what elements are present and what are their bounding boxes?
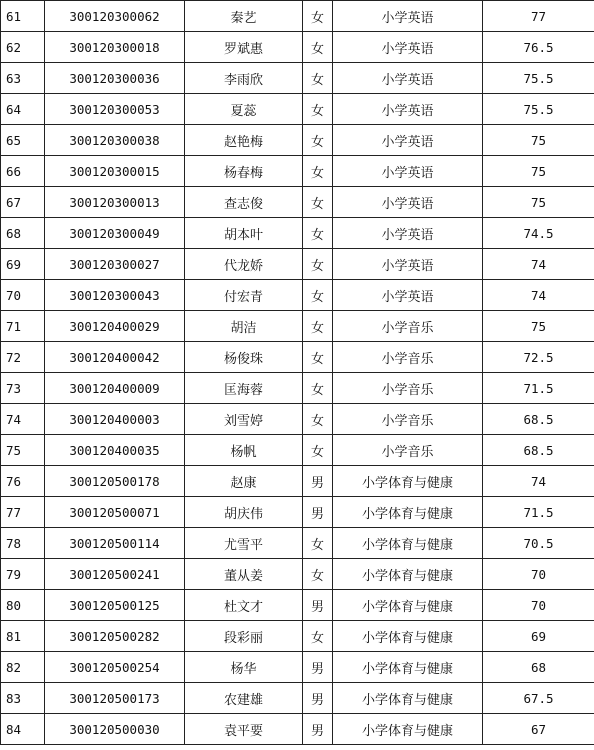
gender-cell: 女 — [303, 187, 333, 218]
candidate-name-cell: 赵康 — [185, 466, 303, 497]
table-row — [1, 497, 594, 528]
subject-cell: 小学体育与健康 — [333, 466, 483, 497]
table-row — [1, 466, 594, 497]
subject-cell: 小学音乐 — [333, 311, 483, 342]
candidate-name-cell: 夏蕊 — [185, 94, 303, 125]
subject-cell: 小学英语 — [333, 280, 483, 311]
candidate-name-cell: 杨华 — [185, 652, 303, 683]
row-number-cell: 75 — [1, 435, 45, 466]
gender-cell: 女 — [303, 621, 333, 652]
candidate-id-cell: 300120300053 — [45, 94, 185, 125]
candidate-id-cell: 300120500030 — [45, 714, 185, 745]
candidate-id-cell: 300120300027 — [45, 249, 185, 280]
row-number-cell: 66 — [1, 156, 45, 187]
row-number-cell: 71 — [1, 311, 45, 342]
subject-cell: 小学英语 — [333, 125, 483, 156]
gender-cell: 女 — [303, 559, 333, 590]
row-number-cell: 79 — [1, 559, 45, 590]
candidate-name-cell: 袁平要 — [185, 714, 303, 745]
score-cell: 68.5 — [483, 404, 594, 435]
table-row — [1, 32, 594, 63]
subject-cell: 小学英语 — [333, 94, 483, 125]
candidate-id-cell: 300120500282 — [45, 621, 185, 652]
gender-cell: 女 — [303, 280, 333, 311]
subject-cell: 小学音乐 — [333, 342, 483, 373]
table-row — [1, 156, 594, 187]
table-row — [1, 621, 594, 652]
row-number-cell: 64 — [1, 94, 45, 125]
candidate-name-cell: 查志俊 — [185, 187, 303, 218]
candidate-id-cell: 300120500173 — [45, 683, 185, 714]
subject-cell: 小学体育与健康 — [333, 683, 483, 714]
score-cell: 75 — [483, 156, 594, 187]
candidate-name-cell: 杨俊珠 — [185, 342, 303, 373]
candidate-name-cell: 代龙娇 — [185, 249, 303, 280]
gender-cell: 女 — [303, 404, 333, 435]
gender-cell: 女 — [303, 156, 333, 187]
row-number-cell: 80 — [1, 590, 45, 621]
candidate-name-cell: 秦艺 — [185, 1, 303, 32]
candidate-id-cell: 300120500178 — [45, 466, 185, 497]
gender-cell: 女 — [303, 249, 333, 280]
gender-cell: 男 — [303, 683, 333, 714]
gender-cell: 男 — [303, 497, 333, 528]
candidate-id-cell: 300120300036 — [45, 63, 185, 94]
subject-cell: 小学英语 — [333, 156, 483, 187]
gender-cell: 女 — [303, 342, 333, 373]
gender-cell: 女 — [303, 94, 333, 125]
candidate-name-cell: 胡本叶 — [185, 218, 303, 249]
table-row — [1, 373, 594, 404]
candidate-id-cell: 300120500254 — [45, 652, 185, 683]
row-number-cell: 65 — [1, 125, 45, 156]
subject-cell: 小学音乐 — [333, 404, 483, 435]
candidate-name-cell: 胡洁 — [185, 311, 303, 342]
score-cell: 75.5 — [483, 63, 594, 94]
table-row — [1, 280, 594, 311]
score-cell: 74 — [483, 249, 594, 280]
table-row — [1, 187, 594, 218]
score-cell: 68.5 — [483, 435, 594, 466]
gender-cell: 女 — [303, 311, 333, 342]
candidate-id-cell: 300120400042 — [45, 342, 185, 373]
table-row — [1, 590, 594, 621]
score-cell: 69 — [483, 621, 594, 652]
table-row — [1, 714, 594, 745]
row-number-cell: 69 — [1, 249, 45, 280]
score-cell: 77 — [483, 1, 594, 32]
candidate-id-cell: 300120500071 — [45, 497, 185, 528]
score-cell: 71.5 — [483, 373, 594, 404]
table-row — [1, 125, 594, 156]
candidate-id-cell: 300120400035 — [45, 435, 185, 466]
gender-cell: 女 — [303, 32, 333, 63]
candidate-id-cell: 300120500125 — [45, 590, 185, 621]
subject-cell: 小学英语 — [333, 218, 483, 249]
subject-cell: 小学音乐 — [333, 373, 483, 404]
table-row — [1, 435, 594, 466]
row-number-cell: 61 — [1, 1, 45, 32]
candidate-name-cell: 付宏青 — [185, 280, 303, 311]
score-cell: 67.5 — [483, 683, 594, 714]
candidate-name-cell: 胡庆伟 — [185, 497, 303, 528]
subject-cell: 小学英语 — [333, 32, 483, 63]
row-number-cell: 73 — [1, 373, 45, 404]
candidate-id-cell: 300120300015 — [45, 156, 185, 187]
gender-cell: 男 — [303, 714, 333, 745]
row-number-cell: 68 — [1, 218, 45, 249]
candidate-id-cell: 300120300038 — [45, 125, 185, 156]
subject-cell: 小学体育与健康 — [333, 714, 483, 745]
subject-cell: 小学体育与健康 — [333, 559, 483, 590]
score-cell: 74.5 — [483, 218, 594, 249]
score-cell: 68 — [483, 652, 594, 683]
subject-cell: 小学体育与健康 — [333, 590, 483, 621]
candidate-name-cell: 匡海蓉 — [185, 373, 303, 404]
table-row — [1, 652, 594, 683]
gender-cell: 女 — [303, 1, 333, 32]
row-number-cell: 63 — [1, 63, 45, 94]
score-cell: 67 — [483, 714, 594, 745]
gender-cell: 女 — [303, 435, 333, 466]
candidate-name-cell: 杨春梅 — [185, 156, 303, 187]
candidate-id-cell: 300120300049 — [45, 218, 185, 249]
score-cell: 76.5 — [483, 32, 594, 63]
candidate-name-cell: 罗斌惠 — [185, 32, 303, 63]
row-number-cell: 84 — [1, 714, 45, 745]
gender-cell: 女 — [303, 125, 333, 156]
table-row — [1, 63, 594, 94]
subject-cell: 小学英语 — [333, 1, 483, 32]
row-number-cell: 83 — [1, 683, 45, 714]
row-number-cell: 76 — [1, 466, 45, 497]
table-row — [1, 559, 594, 590]
table-row — [1, 1, 594, 32]
results-table-body — [1, 1, 594, 745]
candidate-id-cell: 300120300062 — [45, 1, 185, 32]
subject-cell: 小学体育与健康 — [333, 528, 483, 559]
candidate-name-cell: 段彩丽 — [185, 621, 303, 652]
table-row — [1, 94, 594, 125]
score-cell: 75 — [483, 311, 594, 342]
subject-cell: 小学体育与健康 — [333, 652, 483, 683]
candidate-id-cell: 300120300018 — [45, 32, 185, 63]
table-row — [1, 249, 594, 280]
score-cell: 74 — [483, 280, 594, 311]
gender-cell: 男 — [303, 590, 333, 621]
score-cell: 70 — [483, 590, 594, 621]
score-cell: 72.5 — [483, 342, 594, 373]
subject-cell: 小学体育与健康 — [333, 497, 483, 528]
candidate-name-cell: 李雨欣 — [185, 63, 303, 94]
candidate-id-cell: 300120400029 — [45, 311, 185, 342]
score-cell: 75 — [483, 125, 594, 156]
candidate-id-cell: 300120500241 — [45, 559, 185, 590]
candidate-id-cell: 300120300043 — [45, 280, 185, 311]
candidate-id-cell: 300120400009 — [45, 373, 185, 404]
subject-cell: 小学英语 — [333, 187, 483, 218]
gender-cell: 男 — [303, 652, 333, 683]
score-cell: 70 — [483, 559, 594, 590]
table-row — [1, 683, 594, 714]
row-number-cell: 70 — [1, 280, 45, 311]
row-number-cell: 77 — [1, 497, 45, 528]
score-cell: 71.5 — [483, 497, 594, 528]
table-row — [1, 342, 594, 373]
row-number-cell: 78 — [1, 528, 45, 559]
row-number-cell: 74 — [1, 404, 45, 435]
candidate-id-cell: 300120300013 — [45, 187, 185, 218]
row-number-cell: 72 — [1, 342, 45, 373]
row-number-cell: 62 — [1, 32, 45, 63]
row-number-cell: 82 — [1, 652, 45, 683]
gender-cell: 女 — [303, 373, 333, 404]
subject-cell: 小学音乐 — [333, 435, 483, 466]
subject-cell: 小学体育与健康 — [333, 621, 483, 652]
gender-cell: 男 — [303, 466, 333, 497]
score-cell: 70.5 — [483, 528, 594, 559]
gender-cell: 女 — [303, 63, 333, 94]
table-row — [1, 218, 594, 249]
candidate-name-cell: 杜文才 — [185, 590, 303, 621]
subject-cell: 小学英语 — [333, 249, 483, 280]
candidate-name-cell: 董从姜 — [185, 559, 303, 590]
candidate-name-cell: 刘雪婷 — [185, 404, 303, 435]
score-cell: 74 — [483, 466, 594, 497]
score-cell: 75.5 — [483, 94, 594, 125]
candidate-id-cell: 300120400003 — [45, 404, 185, 435]
row-number-cell: 67 — [1, 187, 45, 218]
score-cell: 75 — [483, 187, 594, 218]
table-row — [1, 404, 594, 435]
candidate-name-cell: 赵艳梅 — [185, 125, 303, 156]
gender-cell: 女 — [303, 218, 333, 249]
candidate-id-cell: 300120500114 — [45, 528, 185, 559]
table-row — [1, 311, 594, 342]
table-row — [1, 528, 594, 559]
candidate-name-cell: 杨帆 — [185, 435, 303, 466]
gender-cell: 女 — [303, 528, 333, 559]
candidate-name-cell: 尤雪平 — [185, 528, 303, 559]
candidate-name-cell: 农建雄 — [185, 683, 303, 714]
row-number-cell: 81 — [1, 621, 45, 652]
subject-cell: 小学英语 — [333, 63, 483, 94]
